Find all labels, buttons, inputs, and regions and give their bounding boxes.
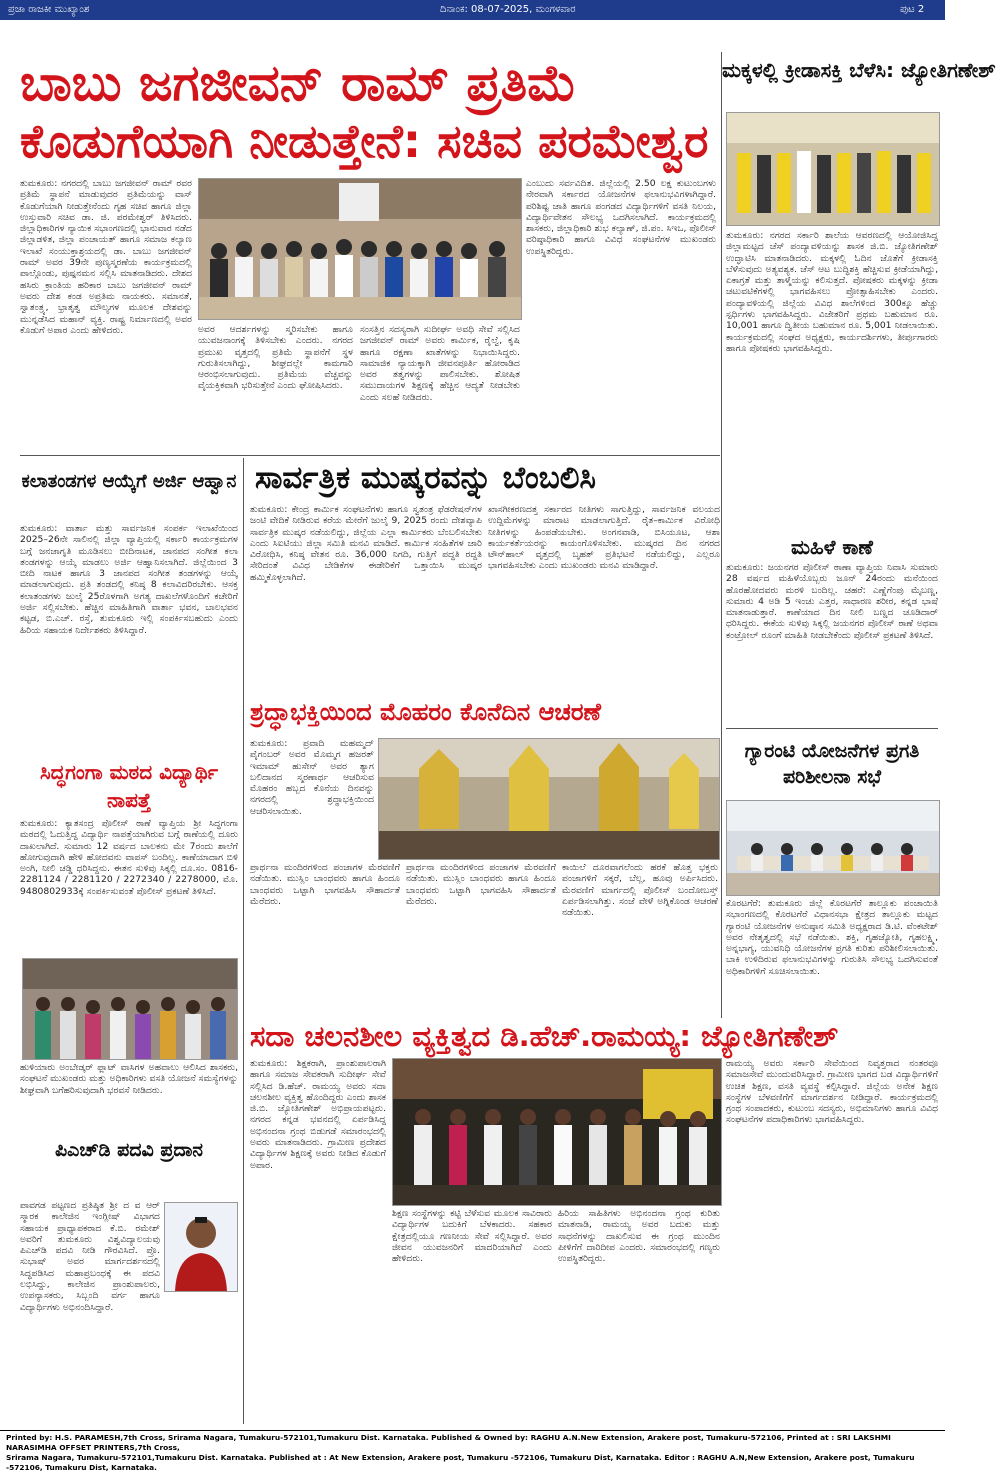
arts-headline: ಕಲಾತಂಡಗಳ ಆಯ್ಕೆಗೆ ಅರ್ಜಿ ಆಹ್ವಾನ (21, 471, 237, 492)
siddaganga-photo-image (23, 959, 237, 1059)
imprint-line-1: Printed by: H.S. PARAMESH,7th Cross, Srirama Nagara, Tumakuru-572101,Tumakuru Dist. Karnataka. Published & Owned by: RAGHU A.N.New Extension, Arakere post, Tumakuru-572106, Printed at : SRI LAKSHMI NARASIMHA OFFSET PRINTERS,7th Cross, (6, 1433, 891, 1452)
column-rule (721, 52, 722, 1018)
guarantee-photo (726, 800, 940, 896)
lead-col-2: ಅವರ ಆದರ್ಶಗಳನ್ನು ಸ್ಮರಿಸಬೇಕು ಹಾಗೂ ಯುವಜನಾಂಗಕ್ಕೆ ತಿಳಿಸಬೇಕು ಎಂದರು. ನಗರದ ಪ್ರಮುಖ ವೃತ್ತದಲ್ಲಿ ಪ್ರತಿಮೆ ಸ್ಥಾಪನೆಗೆ ಸ್ಥಳ ಗುರುತಿಸಲಾಗಿದ್ದು, ಶೀಘ್ರದಲ್ಲೇ ಕಾಮಗಾರಿ ಆರಂಭಿಸಲಾಗುವುದು. ಪ್ರತಿಮೆಯ ವೆಚ್ಚವನ್ನು ವೈಯಕ್ತಿಕವಾಗಿ ಭರಿಸುತ್ತೇನೆ ಎಂದು ಘೋಷಿಸಿದರು. (198, 324, 353, 392)
missing-woman-headline: ಮಹಿಳೆ ಕಾಣೆ (790, 535, 873, 559)
ramaiah-col-3: ಹಿರಿಯ ಸಾಹಿತಿಗಳು ಅಭಿನಂದನಾ ಗ್ರಂಥ ಕುರಿತು ಮಾತನಾಡಿ, ರಾಮಯ್ಯ ಅವರ ಬದುಕು ಮತ್ತು ಸಾಧನೆಗಳನ್ನು ದಾಖಲಿಸುವ ಈ ಗ್ರಂಥ ಮುಂದಿನ ಪೀಳಿಗೆಗೆ ದಾರಿದೀಪ ಎಂದರು. ಸಮಾರಂಭದಲ್ಲಿ ಗಣ್ಯರು ಉಪಸ್ಥಿತರಿದ್ದರು. (558, 1208, 720, 1265)
siddaganga-body: ತುಮಕೂರು: ಕ್ಯಾತಸಂದ್ರ ಪೊಲೀಸ್ ಠಾಣೆ ವ್ಯಾಪ್ತಿಯ ಶ್ರೀ ಸಿದ್ಧಗಂಗಾ ಮಠದಲ್ಲಿ ಓದುತ್ತಿದ್ದ ವಿದ್ಯಾರ್ಥಿ ನಾಪತ್ತೆಯಾಗಿರುವ ಬಗ್ಗೆ ಠಾಣೆಯಲ್ಲಿ ದೂರು ದಾಖಲಾಗಿದೆ. ಸುಮಾರು 12 ವರ್ಷದ ಬಾಲಕನು ಮೇ 7ರಂದು ಶಾಲೆಗೆ ಹೋಗುವುದಾಗಿ ಹೇಳಿ ಹೋದವನು ವಾಪಸ್ ಬಂದಿಲ್ಲ. ಕಾಣೆಯಾದಾಗ ಬಿಳಿ ಅಂಗಿ, ನೀಲಿ ಚಡ್ಡಿ ಧರಿಸಿದ್ದನು. ಈತನ ಸುಳಿವು ಸಿಕ್ಕಲ್ಲಿ ದೂ.ಸಂ. 0816-2281124 / 2281120 / 2272340 / 2278000, ಮೊ. 9480802933ಕ್ಕೆ ಸಂಪರ್ಕಿಸುವಂತೆ ಪೊಲೀಸ್ ಪ್ರಕಟಣೆ ತಿಳಿಸಿದೆ. (20, 818, 238, 897)
siddaganga-headline: ಸಿದ್ಧಗಂಗಾ ಮಠದ ವಿದ್ಯಾರ್ಥಿ ನಾಪತ್ತೆ (39, 760, 219, 812)
lead-col-1: ತುಮಕೂರು: ನಗರದಲ್ಲಿ ಬಾಬು ಜಗಜೀವನ್ ರಾಮ್ ರವರ ಪ್ರತಿಮೆ ಸ್ಥಾಪನೆ ಮಾಡುವುದರ ಪ್ರತಿಮೆಯನ್ನು ವಾಸ್ ಕೊಡುಗೆಯಾಗಿ ನೀಡುತ್ತೇನೆಂದು ಗೃಹ ಸಚಿವ ಹಾಗೂ ಜಿಲ್ಲಾ ಉಸ್ತುವಾರಿ ಸಚಿವ ಡಾ. ಜಿ. ಪರಮೇಶ್ವರ್ ತಿಳಿಸಿದರು. ಜಿಲ್ಲಾಧಿಕಾರಿಗಳ ನ್ಯಾಯಿಕ ಸಭಾಂಗಣದಲ್ಲಿ ಭಾನುವಾರ ನಡೆದ ಜಿಲ್ಲಾಡಳಿತ, ಜಿಲ್ಲಾ ಪಂಚಾಯತ್ ಹಾಗೂ ಸಮಾಜ ಕಲ್ಯಾಣ ಇಲಾಖೆ ಸಂಯುಕ್ತಾಶ್ರಯದಲ್ಲಿ ಡಾ. ಬಾಬು ಜಗಜೀವನ್ ರಾಮ್ ಅವರ 39ನೇ ಪುಣ್ಯಸ್ಮರಣೆಯ ಕಾರ್ಯಕ್ರಮದಲ್ಲಿ ಪಾಲ್ಗೊಂಡು, ಪುಷ್ಪನಮನ ಸಲ್ಲಿಸಿ ಮಾತನಾಡಿದರು. ದೇಶದ ಹಸಿರು ಕ್ರಾಂತಿಯ ಹರಿಕಾರ ಬಾಬು ಜಗಜೀವನ್ ರಾಮ್ ಅವರು ದೇಶ ಕಂಡ ಅಪ್ರತಿಮ ನಾಯಕರು. ಸಮಾನತೆ, ಸ್ವಾತಂತ್ರ್ಯ, ಭ್ರಾತೃತ್ವ ಮೌಲ್ಯಗಳ ಮೂಲಕ ದೇಶವನ್ನು ಮುನ್ನಡೆಸಿದ ಮಹಾನ್ ವ್ಯಕ್ತಿ. ರಾಷ್ಟ್ರ ನಿರ್ಮಾಣದಲ್ಲಿ ಅವರ ಕೊಡುಗೆ ಅಪಾರ ಎಂದು ಹೇಳಿದರು. (20, 178, 192, 336)
sports-photo (726, 112, 940, 226)
phd-headline: ಪಿಎಚ್‌ಡಿ ಪದವಿ ಪ್ರದಾನ (55, 1139, 203, 1161)
strike-headline: ಸಾರ್ವತ್ರಿಕ ಮುಷ್ಕರವನ್ನು ಬೆಂಬಲಿಸಿ (255, 460, 596, 496)
arts-body: ತುಮಕೂರು: ವಾರ್ತಾ ಮತ್ತು ಸಾರ್ವಜನಿಕ ಸಂಪರ್ಕ ಇಲಾಖೆಯಿಂದ 2025–26ನೇ ಸಾಲಿನಲ್ಲಿ ಜಿಲ್ಲಾ ವ್ಯಾಪ್ತಿಯಲ್ಲಿ ಸರ್ಕಾರಿ ಕಾರ್ಯಕ್ರಮಗಳ ಬಗ್ಗೆ ಜನಜಾಗೃತಿ ಮೂಡಿಸಲು ಬೀದಿನಾಟಕ, ಜಾನಪದ ಸಂಗೀತ ಕಲಾ ತಂಡಗಳನ್ನು ಆಯ್ಕೆ ಮಾಡಲು ಅರ್ಜಿ ಆಹ್ವಾನಿಸಲಾಗಿದೆ. ಜಿಲ್ಲೆಯಿಂದ 3 ಬೀದಿ ನಾಟಕ ಹಾಗೂ 3 ಜಾನಪದ ಸಂಗೀತ ತಂಡಗಳನ್ನು ಆಯ್ಕೆ ಮಾಡಲಾಗುವುದು. ಪ್ರತಿ ತಂಡದಲ್ಲಿ ಕನಿಷ್ಠ 8 ಕಲಾವಿದರಿರಬೇಕು. ಆಸಕ್ತ ಕಲಾತಂಡಗಳು ಜುಲೈ 25ರೊಳಗಾಗಿ ಅಗತ್ಯ ದಾಖಲೆಗಳೊಂದಿಗೆ ಕಚೇರಿಗೆ ಅರ್ಜಿ ಸಲ್ಲಿಸಬೇಕು. ಹೆಚ್ಚಿನ ಮಾಹಿತಿಗಾಗಿ ವಾರ್ತಾ ಭವನ, ಬಾಲಭವನ ಕಟ್ಟಡ, ಬಿ.ಎಚ್. ರಸ್ತೆ, ತುಮಕೂರು ಇಲ್ಲಿ ಸಂಪರ್ಕಿಸಬಹುದು ಎಂದು ಹಿರಿಯ ಸಹಾಯಕ ನಿರ್ದೇಶಕರು ತಿಳಿಸಿದ್ದಾರೆ. (20, 523, 238, 636)
lead-photo-image (199, 179, 521, 319)
muharram-photo-image (379, 739, 719, 859)
siddaganga-photo-caption: ಹುಳಿಯಾರು ಅಂಬೇಡ್ಕರ್ ಫ್ಲಾಟ್ ವಾಸಿಗಳ ಅಹವಾಲು ಆಲಿಸಿದ ಶಾಸಕರು, ಸಂಘಟನೆ ಮುಖಂಡರು ಮತ್ತು ಅಧಿಕಾರಿಗಳು ವಸತಿ ಯೋಜನೆ ಸಮಸ್ಯೆಗಳನ್ನು ಶೀಘ್ರವಾಗಿ ಬಗೆಹರಿಸುವುದಾಗಿ ಭರವಸೆ ನೀಡಿದರು. (20, 1062, 238, 1096)
muharram-col-3: ಕಾಯಿಲೆ ದೂರವಾಗಲೆಂದು ಹರಕೆ ಹೊತ್ತ ಭಕ್ತರು ಪಂಜಾಗಳಿಗೆ ಸಕ್ಕರೆ, ಬೆಲ್ಲ, ಹೂವು ಅರ್ಪಿಸಿದರು. ಮೆರವಣಿಗೆ ಮಾರ್ಗದಲ್ಲಿ ಪೊಲೀಸ್ ಬಂದೋಬಸ್ತ್ ಏರ್ಪಡಿಸಲಾಗಿತ್ತು. ಸಂಜೆ ವೇಳೆ ಅಗ್ನಿಕೊಂಡ ಆಚರಣೆ ನಡೆಯಿತು. (562, 862, 718, 919)
paper-name: ಪ್ರಜಾ ರಾಜಕೀ ಮುಖ್ಯಾಂಶ (8, 4, 90, 15)
issue-date: ದಿನಾಂಕ: 08-07-2025, ಮಂಗಳವಾರ (440, 4, 576, 15)
lead-col-3: ಸಂಸತ್ತಿನ ಸದಸ್ಯರಾಗಿ ಸುದೀರ್ಘ ಅವಧಿ ಸೇವೆ ಸಲ್ಲಿಸಿದ ಜಗಜೀವನ್ ರಾಮ್ ಅವರು ಕಾರ್ಮಿಕ, ರೈಲ್ವೆ, ಕೃಷಿ ಹಾಗೂ ರಕ್ಷಣಾ ಖಾತೆಗಳನ್ನು ನಿಭಾಯಿಸಿದ್ದರು. ಸಾಮಾಜಿಕ ನ್ಯಾಯಕ್ಕಾಗಿ ಜೀವನಪೂರ್ತಿ ಹೋರಾಡಿದ ಅವರ ತತ್ವಗಳನ್ನು ಪಾಲಿಸಬೇಕು. ಶೋಷಿತ ಸಮುದಾಯಗಳ ಶಿಕ್ಷಣಕ್ಕೆ ಹೆಚ್ಚಿನ ಆದ್ಯತೆ ನೀಡಬೇಕು ಎಂದು ಸಲಹೆ ನೀಡಿದರು. (360, 324, 520, 403)
imprint-line-2: Srirama Nagara, Tumakuru-572101,Tumakuru Dist. Karnataka. Published at : At New Extension, Arakere post, Tumakuru -572106, Tumakuru Dist, Karnataka. Editor : RAGHU A.N,New Extension, Arakere post, Tumakuru -572106, Tumakuru Dist, Karnataka. (6, 1453, 915, 1472)
lead-headline-2: ಕೊಡುಗೆಯಾಗಿ ನೀಡುತ್ತೇನೆ: ಸಚಿವ ಪರಮೇಶ್ವರ (20, 114, 709, 168)
ramaiah-col-4: ರಾಮಯ್ಯ ಅವರು ಸರ್ಕಾರಿ ಸೇವೆಯಿಂದ ನಿವೃತ್ತರಾದ ನಂತರವೂ ಸಮಾಜಸೇವೆ ಮುಂದುವರಿಸಿದ್ದಾರೆ. ಗ್ರಾಮೀಣ ಭಾಗದ ಬಡ ವಿದ್ಯಾರ್ಥಿಗಳಿಗೆ ಉಚಿತ ಶಿಕ್ಷಣ, ವಸತಿ ವ್ಯವಸ್ಥೆ ಕಲ್ಪಿಸಿದ್ದಾರೆ. ಜಿಲ್ಲೆಯ ಅನೇಕ ಶಿಕ್ಷಣ ಸಂಸ್ಥೆಗಳ ಬೆಳವಣಿಗೆಗೆ ಮಾರ್ಗದರ್ಶನ ನೀಡಿದ್ದಾರೆ. ಕಾರ್ಯಕ್ರಮದಲ್ಲಿ ಗ್ರಂಥ ಸಂಪಾದಕರು, ಕುಟುಂಬ ಸದಸ್ಯರು, ಅಭಿಮಾನಿಗಳು ಹಾಗೂ ವಿವಿಧ ಸಂಘಟನೆಗಳ ಪದಾಧಿಕಾರಿಗಳು ಭಾಗವಹಿಸಿದ್ದರು. (726, 1058, 938, 1126)
guarantee-photo-image (727, 801, 939, 895)
guarantee-headline: ಗ್ಯಾರಂಟಿ ಯೋಜನೆಗಳ ಪ್ರಗತಿ ಪರಿಶೀಲನಾ ಸಭೆ (744, 740, 920, 788)
imprint-footer (0, 1430, 945, 1472)
phd-body-top: ಪಾವಗಡ ಪಟ್ಟಣದ ಪ್ರತಿಷ್ಠಿತ ಶ್ರೀ ದ ವ ಆರ್ ಸ್ಮಾರಕ ಕಾಲೇಜಿನ ಇಂಗ್ಲೀಷ್ ವಿಭಾಗದ ಸಹಾಯಕ ಪ್ರಾಧ್ಯಾಪಕರಾದ ಕೆ.ಬಿ. ರಮೇಶ್ ಅವರಿಗೆ ತುಮಕೂರು ವಿಶ್ವವಿದ್ಯಾಲಯವು ಪಿಎಚ್‌ಡಿ ಪದವಿ ನೀಡಿ ಗೌರವಿಸಿದೆ. ಪ್ರೊ. ಸುಭಾಷ್ ಅವರ ಮಾರ್ಗದರ್ಶನದಲ್ಲಿ ಸಿದ್ಧಪಡಿಸಿದ ಮಹಾಪ್ರಬಂಧಕ್ಕೆ ಈ ಪದವಿ ಲಭಿಸಿದ್ದು, ಕಾಲೇಜಿನ ಪ್ರಾಂಶುಪಾಲರು, ಉಪನ್ಯಾಸಕರು, ಸಿಬ್ಬಂದಿ ವರ್ಗ ಹಾಗೂ ವಿದ್ಯಾರ್ಥಿಗಳು ಅಭಿನಂದಿಸಿದ್ದಾರೆ. (20, 1200, 160, 1313)
sports-headline: ಮಕ್ಕಳಲ್ಲಿ ಕ್ರೀಡಾಸಕ್ತಿ ಬೆಳೆಸಿ: ಜ್ಯೋತಿಗಣೇಶ್ (722, 58, 996, 82)
muharram-col-1: ತುಮಕೂರು: ಪ್ರವಾದಿ ಮಹಮ್ಮದ್ ಪೈಗಂಬರ್ ಅವರ ಮೊಮ್ಮಗ ಹಜರತ್ ಇಮಾಮ್ ಹುಸೇನ್ ಅವರ ತ್ಯಾಗ ಬಲಿದಾನದ ಸ್ಮರಣಾರ್ಥ ಆಚರಿಸುವ ಮೊಹರಂ ಹಬ್ಬದ ಕೊನೆಯ ದಿನವನ್ನು ನಗರದಲ್ಲಿ ಶ್ರದ್ಧಾಭಕ್ತಿಯಿಂದ ಆಚರಿಸಲಾಯಿತು. (250, 738, 374, 817)
sports-body: ತುಮಕೂರು: ನಗರದ ಸರ್ಕಾರಿ ಶಾಲೆಯ ಆವರಣದಲ್ಲಿ ಆಯೋಜಿಸಿದ್ದ ಜಿಲ್ಲಾಮಟ್ಟದ ಚೆಸ್ ಪಂದ್ಯಾವಳಿಯನ್ನು ಶಾಸಕ ಜಿ.ಬಿ. ಜ್ಯೋತಿಗಣೇಶ್ ಉದ್ಘಾಟಿಸಿ ಮಾತನಾಡಿದರು. ಮಕ್ಕಳಲ್ಲಿ ಓದಿನ ಜೊತೆಗೆ ಕ್ರೀಡಾಸಕ್ತಿ ಬೆಳೆಸುವುದು ಅತ್ಯವಶ್ಯಕ. ಚೆಸ್ ಆಟ ಬುದ್ಧಿಶಕ್ತಿ ಹೆಚ್ಚಿಸುವ ಕ್ರೀಡೆಯಾಗಿದ್ದು, ಏಕಾಗ್ರತೆ ಮತ್ತು ತಾಳ್ಮೆಯನ್ನು ಕಲಿಸುತ್ತದೆ. ಪೋಷಕರು ಮಕ್ಕಳನ್ನು ಕ್ರೀಡಾ ಚಟುವಟಿಕೆಗಳಲ್ಲಿ ಭಾಗವಹಿಸಲು ಪ್ರೋತ್ಸಾಹಿಸಬೇಕು ಎಂದರು. ಪಂದ್ಯಾವಳಿಯಲ್ಲಿ ಜಿಲ್ಲೆಯ ವಿವಿಧ ಶಾಲೆಗಳಿಂದ 300ಕ್ಕೂ ಹೆಚ್ಚು ಸ್ಪರ್ಧಿಗಳು ಭಾಗವಹಿಸಿದ್ದರು. ವಿಜೇತರಿಗೆ ಪ್ರಥಮ ಬಹುಮಾನ ರೂ. 10,001 ಹಾಗೂ ದ್ವಿತೀಯ ಬಹುಮಾನ ರೂ. 5,001 ನೀಡಲಾಯಿತು. ಕಾರ್ಯಕ್ರಮದಲ್ಲಿ ಸಂಘದ ಅಧ್ಯಕ್ಷರು, ಕಾರ್ಯದರ್ಶಿಗಳು, ತೀರ್ಪುಗಾರರು ಹಾಗೂ ಪೋಷಕರು ಭಾಗವಹಿಸಿದ್ದರು. (726, 230, 938, 354)
muharram-headline: ಶ್ರದ್ಧಾಭಕ್ತಿಯಿಂದ ಮೊಹರಂ ಕೊನೆದಿನ ಆಚರಣೆ (250, 698, 601, 726)
siddaganga-photo (22, 958, 238, 1060)
section-rule (726, 728, 938, 729)
missing-woman-body: ತುಮಕೂರು: ಜಯನಗರ ಪೊಲೀಸ್ ಠಾಣಾ ವ್ಯಾಪ್ತಿಯ ನಿವಾಸಿ ಸುಮಾರು 28 ವರ್ಷದ ಮಹಿಳೆಯೊಬ್ಬರು ಜೂನ್ 24ರಂದು ಮನೆಯಿಂದ ಹೊರಹೋದವರು ಮರಳಿ ಬಂದಿಲ್ಲ. ಚಹರೆ: ಎಣ್ಣೆಗೆಂಪು ಮೈಬಣ್ಣ, ಸುಮಾರು 4 ಅಡಿ 5 ಇಂಚು ಎತ್ತರ, ಸಾಧಾರಣ ಶರೀರ, ಕನ್ನಡ ಭಾಷೆ ಮಾತನಾಡುತ್ತಾರೆ. ಕಾಣೆಯಾದ ದಿನ ನೀಲಿ ಬಣ್ಣದ ಚೂಡಿದಾರ್ ಧರಿಸಿದ್ದರು. ಈಕೆಯ ಸುಳಿವು ಸಿಕ್ಕಲ್ಲಿ ಜಯನಗರ ಪೊಲೀಸ್ ಠಾಣೆ ಅಥವಾ ಕಂಟ್ರೋಲ್ ರೂಂಗೆ ಮಾಹಿತಿ ನೀಡಬೇಕೆಂದು ಪೊಲೀಸ್ ಪ್ರಕಟಣೆ ತಿಳಿಸಿದೆ. (726, 562, 938, 641)
lead-photo (198, 178, 522, 320)
phd-portrait-image (165, 1203, 237, 1291)
guarantee-body: ಕೊರಟಗೆರೆ: ತುಮಕೂರು ಜಿಲ್ಲೆ ಕೊರಟಗೆರೆ ತಾಲ್ಲೂಕು ಪಂಚಾಯಿತಿ ಸಭಾಂಗಣದಲ್ಲಿ ಕೊರಟಗೆರೆ ವಿಧಾನಸಭಾ ಕ್ಷೇತ್ರದ ತಾಲ್ಲೂಕು ಮಟ್ಟದ ಗ್ಯಾರಂಟಿ ಯೋಜನೆಗಳ ಅನುಷ್ಠಾನ ಸಮಿತಿ ಅಧ್ಯಕ್ಷರಾದ ಡಿ.ಟಿ. ವೆಂಕಟೇಶ್ ಅವರ ನೇತೃತ್ವದಲ್ಲಿ ಸಭೆ ನಡೆಯಿತು. ಶಕ್ತಿ, ಗೃಹಜ್ಯೋತಿ, ಗೃಹಲಕ್ಷ್ಮಿ, ಅನ್ನಭಾಗ್ಯ, ಯುವನಿಧಿ ಯೋಜನೆಗಳ ಪ್ರಗತಿ ಕುರಿತು ಪರಿಶೀಲಿಸಲಾಯಿತು. ಬಾಕಿ ಉಳಿದಿರುವ ಫಲಾನುಭವಿಗಳನ್ನು ಗುರುತಿಸಿ ಸೌಲಭ್ಯ ಒದಗಿಸುವಂತೆ ಅಧಿಕಾರಿಗಳಿಗೆ ಸೂಚಿಸಲಾಯಿತು. (726, 898, 938, 977)
section-rule (20, 455, 720, 456)
ramaiah-photo-image (393, 1059, 721, 1205)
strike-col-1: ತುಮಕೂರು: ಕೇಂದ್ರ ಕಾರ್ಮಿಕ ಸಂಘಟನೆಗಳು ಹಾಗೂ ಸ್ವತಂತ್ರ ಫೆಡರೇಷನ್‌ಗಳ ಜಂಟಿ ವೇದಿಕೆ ನೀಡಿರುವ ಕರೆಯ ಮೇರೆಗೆ ಜುಲೈ 9, 2025 ರಂದು ದೇಶವ್ಯಾಪಿ ಸಾರ್ವತ್ರಿಕ ಮುಷ್ಕರ ನಡೆಯಲಿದ್ದು, ಜಿಲ್ಲೆಯ ಎಲ್ಲಾ ಕಾರ್ಮಿಕರು ಬೆಂಬಲಿಸಬೇಕು ಎಂದು ಸಿಐಟಿಯು ಜಿಲ್ಲಾ ಸಮಿತಿ ಮನವಿ ಮಾಡಿದೆ. ಕಾರ್ಮಿಕ ಸಂಹಿತೆಗಳ ಜಾರಿ ವಿರೋಧಿಸಿ, ಕನಿಷ್ಠ ವೇತನ ರೂ. 36,000 ನಿಗದಿ, ಗುತ್ತಿಗೆ ಪದ್ಧತಿ ರದ್ದತಿ ಸೇರಿದಂತೆ ವಿವಿಧ ಬೇಡಿಕೆಗಳ ಈಡೇರಿಕೆಗೆ ಒತ್ತಾಯಿಸಿ ಮುಷ್ಕರ ಹಮ್ಮಿಕೊಳ್ಳಲಾಗಿದೆ. (250, 504, 482, 583)
phd-portrait (164, 1202, 238, 1292)
page-number: ಪುಟ 2 (900, 4, 925, 15)
ramaiah-col-2: ಶಿಕ್ಷಣ ಸಂಸ್ಥೆಗಳನ್ನು ಕಟ್ಟಿ ಬೆಳೆಸುವ ಮೂಲಕ ಸಾವಿರಾರು ವಿದ್ಯಾರ್ಥಿಗಳ ಬದುಕಿಗೆ ಬೆಳಕಾದರು. ಸಹಕಾರ ಕ್ಷೇತ್ರದಲ್ಲಿಯೂ ಗಣನೀಯ ಸೇವೆ ಸಲ್ಲಿಸಿದ್ದಾರೆ. ಅವರ ಜೀವನ ಯುವಜನರಿಗೆ ಮಾದರಿಯಾಗಿದೆ ಎಂದು ಹೇಳಿದರು. (392, 1208, 552, 1265)
muharram-col-2: ಪ್ರಾರ್ಥನಾ ಮಂದಿರಗಳಿಂದ ಪಂಜಾಗಳ ಮೆರವಣಿಗೆ ನಡೆಯಿತು. ಮುಸ್ಲಿಂ ಬಾಂಧವರು ಹಾಗೂ ಹಿಂದೂ ಬಾಂಧವರು ಒಟ್ಟಾಗಿ ಭಾಗವಹಿಸಿ ಸೌಹಾರ್ದತೆ ಮೆರೆದರು. (250, 862, 400, 907)
muharram-col-2b: ಪ್ರಾರ್ಥನಾ ಮಂದಿರಗಳಿಂದ ಪಂಜಾಗಳ ಮೆರವಣಿಗೆ ನಡೆಯಿತು. ಮುಸ್ಲಿಂ ಬಾಂಧವರು ಹಾಗೂ ಹಿಂದೂ ಬಾಂಧವರು ಒಟ್ಟಾಗಿ ಭಾಗವಹಿಸಿ ಸೌಹಾರ್ದತೆ ಮೆರೆದರು. (406, 862, 556, 907)
masthead-bar (0, 0, 945, 20)
sports-photo-image (727, 113, 939, 225)
lead-headline-1: ಬಾಬು ಜಗಜೀವನ್ ರಾಮ್ ಪ್ರತಿಮೆ (20, 54, 577, 112)
muharram-photo (378, 738, 720, 860)
ramaiah-col-1: ತುಮಕೂರು: ಶಿಕ್ಷಕರಾಗಿ, ಪ್ರಾಂಶುಪಾಲರಾಗಿ ಹಾಗೂ ಸಮಾಜ ಸೇವಕರಾಗಿ ಸುದೀರ್ಘ ಸೇವೆ ಸಲ್ಲಿಸಿದ ಡಿ.ಹೆಚ್. ರಾಮಯ್ಯ ಅವರು ಸದಾ ಚಲನಶೀಲ ವ್ಯಕ್ತಿತ್ವ ಹೊಂದಿದ್ದರು ಎಂದು ಶಾಸಕ ಜಿ.ಬಿ. ಜ್ಯೋತಿಗಣೇಶ್ ಅಭಿಪ್ರಾಯಪಟ್ಟರು. ನಗರದ ಕನ್ನಡ ಭವನದಲ್ಲಿ ಏರ್ಪಡಿಸಿದ್ದ ಅಭಿನಂದನಾ ಗ್ರಂಥ ಬಿಡುಗಡೆ ಸಮಾರಂಭದಲ್ಲಿ ಅವರು ಮಾತನಾಡಿದರು. ಗ್ರಾಮೀಣ ಪ್ರದೇಶದ ವಿದ್ಯಾರ್ಥಿಗಳ ಶಿಕ್ಷಣಕ್ಕೆ ಅವರು ನೀಡಿದ ಕೊಡುಗೆ ಅಪಾರ. (250, 1058, 386, 1171)
ramaiah-headline: ಸದಾ ಚಲನಶೀಲ ವ್ಯಕ್ತಿತ್ವದ ಡಿ.ಹೆಚ್.ರಾಮಯ್ಯ: ಜ್ಯೋತಿಗಣೇಶ್ (250, 1019, 839, 1053)
ramaiah-photo (392, 1058, 722, 1206)
column-rule (243, 458, 244, 1424)
lead-col-4: ಎಂಬುದು ಸರ್ವವಿದಿತ. ಜಿಲ್ಲೆಯಲ್ಲಿ 2.50 ಲಕ್ಷ ಕುಟುಂಬಗಳು ನೇರವಾಗಿ ಸರ್ಕಾರದ ಯೋಜನೆಗಳ ಫಲಾನುಭವಿಗಳಾಗಿದ್ದಾರೆ. ಪರಿಶಿಷ್ಟ ಜಾತಿ ಹಾಗೂ ಪಂಗಡದ ವಿದ್ಯಾರ್ಥಿಗಳಿಗೆ ವಸತಿ ನಿಲಯ, ವಿದ್ಯಾರ್ಥಿವೇತನ ಸೌಲಭ್ಯ ಒದಗಿಸಲಾಗಿದೆ. ಕಾರ್ಯಕ್ರಮದಲ್ಲಿ ಶಾಸಕರು, ಜಿಲ್ಲಾಧಿಕಾರಿ ಶುಭ ಕಲ್ಯಾಣ್, ಜಿ.ಪಂ. ಸಿಇಒ, ಪೊಲೀಸ್ ವರಿಷ್ಠಾಧಿಕಾರಿ ಹಾಗೂ ವಿವಿಧ ಸಂಘಟನೆಗಳ ಮುಖಂಡರು ಉಪಸ್ಥಿತರಿದ್ದರು. (526, 178, 716, 257)
strike-col-2: ಖಾಸಗೀಕರಣದತ್ತ ಸರ್ಕಾರದ ನೀತಿಗಳು ಸಾಗುತ್ತಿದ್ದು, ಸಾರ್ವಜನಿಕ ವಲಯದ ಉದ್ದಿಮೆಗಳನ್ನು ಮಾರಾಟ ಮಾಡಲಾಗುತ್ತಿದೆ. ರೈತ–ಕಾರ್ಮಿಕ ವಿರೋಧಿ ನೀತಿಗಳನ್ನು ಹಿಂಪಡೆಯಬೇಕು. ಅಂಗನವಾಡಿ, ಬಿಸಿಯೂಟ, ಆಶಾ ಕಾರ್ಯಕರ್ತೆಯರನ್ನು ಕಾಯಂಗೊಳಿಸಬೇಕು. ಮುಷ್ಕರದ ದಿನ ನಗರದ ಟೌನ್‌ಹಾಲ್ ವೃತ್ತದಲ್ಲಿ ಬೃಹತ್ ಪ್ರತಿಭಟನೆ ನಡೆಯಲಿದ್ದು, ಎಲ್ಲರೂ ಭಾಗವಹಿಸಬೇಕು ಎಂದು ಮುಖಂಡರು ಮನವಿ ಮಾಡಿದ್ದಾರೆ. (488, 504, 720, 572)
